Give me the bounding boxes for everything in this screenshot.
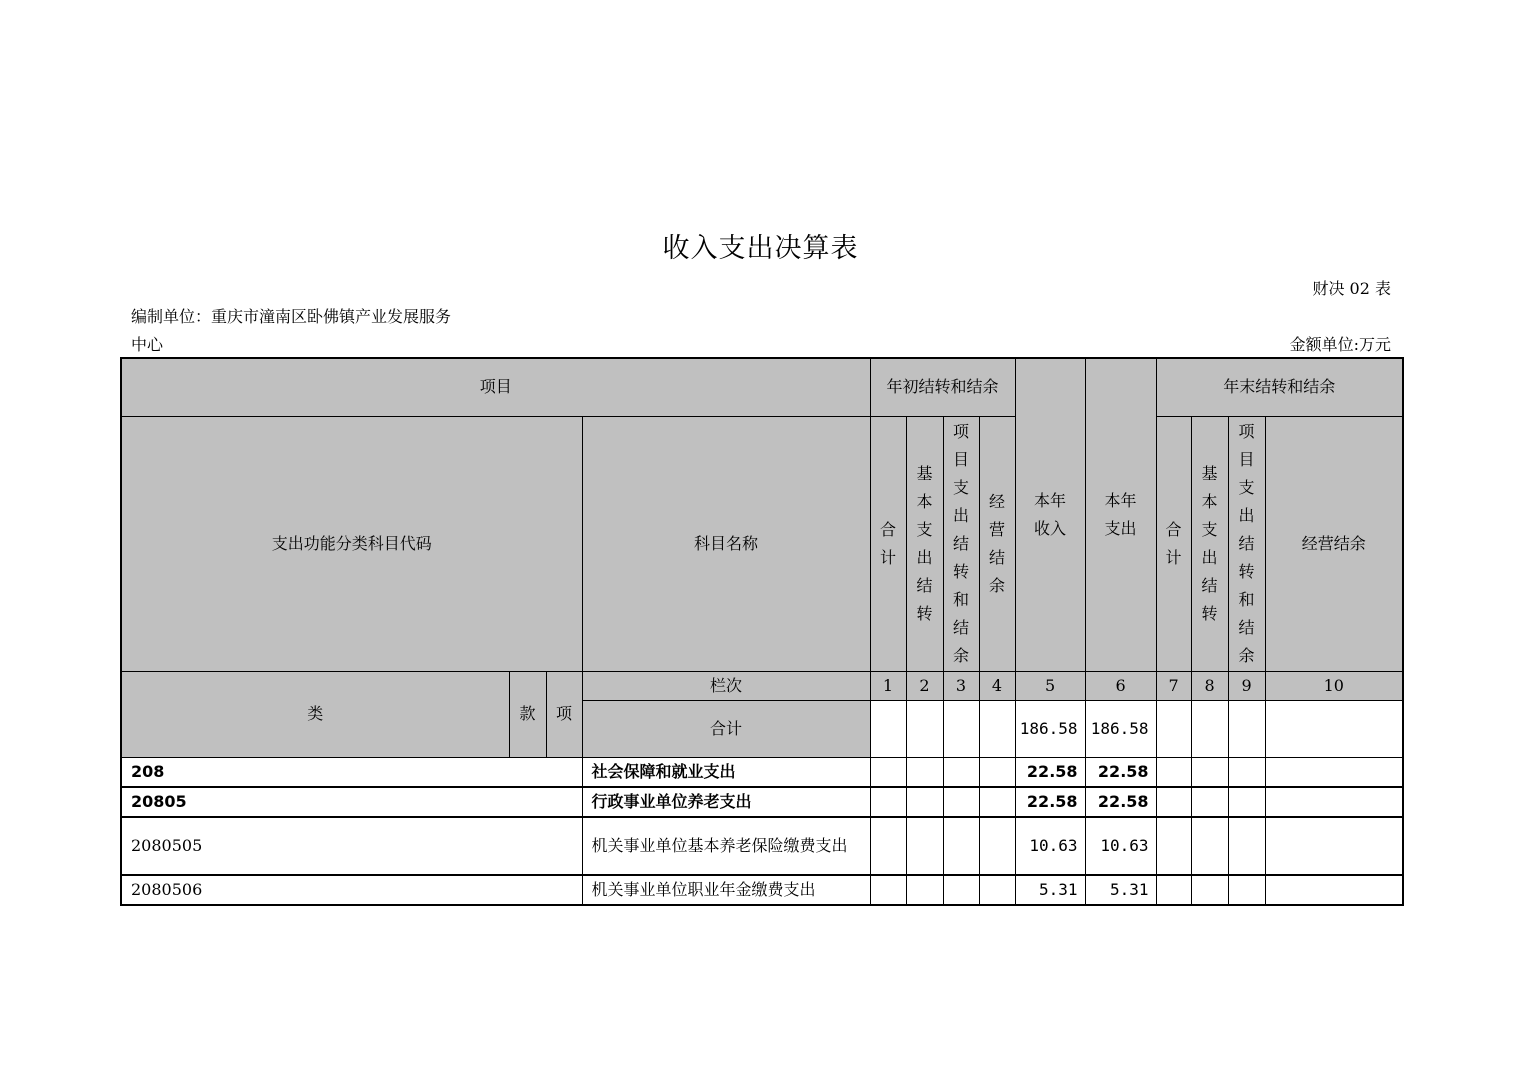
row-income: 22.58 (1015, 787, 1085, 817)
cell-empty (1191, 875, 1228, 905)
row-expense: 22.58 (1085, 757, 1156, 787)
cell-empty (1265, 757, 1403, 787)
cell-empty (1228, 787, 1265, 817)
header-kuan: 款 (509, 671, 546, 757)
header-code-col: 支出功能分类科目代码 (121, 416, 582, 671)
table-row (121, 817, 1403, 875)
cell-empty (870, 757, 906, 787)
cell-empty (870, 700, 906, 757)
grand-total-income: 186.58 (1015, 700, 1085, 757)
cell-empty (870, 875, 906, 905)
header-item: 项目 (121, 358, 870, 416)
cell-empty (906, 817, 943, 875)
cell-empty (979, 700, 1015, 757)
col-number: 6 (1085, 671, 1156, 700)
table-row (121, 875, 1403, 905)
compiling-unit-label-continued: 中心 (131, 335, 164, 354)
header-column-index: 栏次 (582, 671, 870, 700)
header-opening-group: 年初结转和结余 (870, 358, 1015, 416)
cell-empty (1156, 700, 1191, 757)
cell-empty (906, 875, 943, 905)
row-income: 5.31 (1015, 875, 1085, 905)
grand-total-expense: 186.58 (1085, 700, 1156, 757)
row-code: 208 (121, 757, 582, 787)
row-expense: 22.58 (1085, 787, 1156, 817)
cell-empty (1191, 757, 1228, 787)
table-row (121, 757, 1403, 787)
cell-empty (943, 700, 979, 757)
cell-empty (1228, 757, 1265, 787)
row-expense: 5.31 (1085, 875, 1156, 905)
cell-empty (1265, 817, 1403, 875)
cell-empty (1156, 875, 1191, 905)
income-expense-table (120, 357, 1404, 906)
cell-empty (943, 787, 979, 817)
cell-empty (1191, 787, 1228, 817)
cell-empty (979, 757, 1015, 787)
row-name: 机关事业单位职业年金缴费支出 (582, 875, 870, 905)
row-code: 2080505 (121, 817, 582, 875)
row-name: 行政事业单位养老支出 (582, 787, 870, 817)
header-opening-business: 经营结余 (979, 416, 1015, 671)
col-number: 7 (1156, 671, 1191, 700)
cell-empty (1156, 787, 1191, 817)
cell-empty (1265, 787, 1403, 817)
cell-empty (906, 700, 943, 757)
amount-unit-label: 金额单位:万元 (1289, 335, 1391, 354)
grand-total-label: 合计 (582, 700, 870, 757)
form-code: 财决 02 表 (1312, 279, 1391, 298)
cell-empty (1228, 700, 1265, 757)
table-row (121, 787, 1403, 817)
col-number: 5 (1015, 671, 1085, 700)
header-closing-total: 合计 (1156, 416, 1191, 671)
cell-empty (870, 787, 906, 817)
cell-empty (1265, 700, 1403, 757)
col-number: 4 (979, 671, 1015, 700)
header-closing-project: 项目支出结转和结余 (1228, 416, 1265, 671)
cell-empty (1228, 875, 1265, 905)
cell-empty (979, 817, 1015, 875)
cell-empty (979, 875, 1015, 905)
cell-empty (906, 757, 943, 787)
cell-empty (1228, 817, 1265, 875)
cell-empty (1191, 700, 1228, 757)
header-closing-basic: 基本支出结转 (1191, 416, 1228, 671)
cell-empty (979, 787, 1015, 817)
header-opening-basic: 基本支出结转 (906, 416, 943, 671)
cell-empty (906, 787, 943, 817)
cell-empty (943, 875, 979, 905)
header-opening-total: 合计 (870, 416, 906, 671)
row-code: 20805 (121, 787, 582, 817)
compiling-unit-label: 编制单位：重庆市潼南区卧佛镇产业发展服务 (131, 307, 452, 326)
col-number: 10 (1265, 671, 1403, 700)
col-number: 3 (943, 671, 979, 700)
page-title: 收入支出决算表 (662, 233, 859, 264)
col-number: 2 (906, 671, 943, 700)
row-income: 22.58 (1015, 757, 1085, 787)
cell-empty (1265, 875, 1403, 905)
header-xiang: 项 (546, 671, 582, 757)
row-code: 2080506 (121, 875, 582, 905)
row-expense: 10.63 (1085, 817, 1156, 875)
header-opening-project: 项目支出结转和结余 (943, 416, 979, 671)
header-name-col: 科目名称 (582, 416, 870, 671)
col-number: 8 (1191, 671, 1228, 700)
header-closing-business: 经营结余 (1265, 416, 1403, 671)
cell-empty (1156, 817, 1191, 875)
cell-empty (870, 817, 906, 875)
cell-empty (943, 817, 979, 875)
cell-empty (943, 757, 979, 787)
row-name: 社会保障和就业支出 (582, 757, 870, 787)
cell-empty (1191, 817, 1228, 875)
header-expense: 本年支出 (1085, 358, 1156, 671)
header-income: 本年收入 (1015, 358, 1085, 671)
col-number: 1 (870, 671, 906, 700)
cell-empty (1156, 757, 1191, 787)
row-income: 10.63 (1015, 817, 1085, 875)
row-name: 机关事业单位基本养老保险缴费支出 (582, 817, 870, 875)
col-number: 9 (1228, 671, 1265, 700)
header-closing-group: 年末结转和结余 (1156, 358, 1403, 416)
header-lei: 类 (121, 671, 509, 757)
